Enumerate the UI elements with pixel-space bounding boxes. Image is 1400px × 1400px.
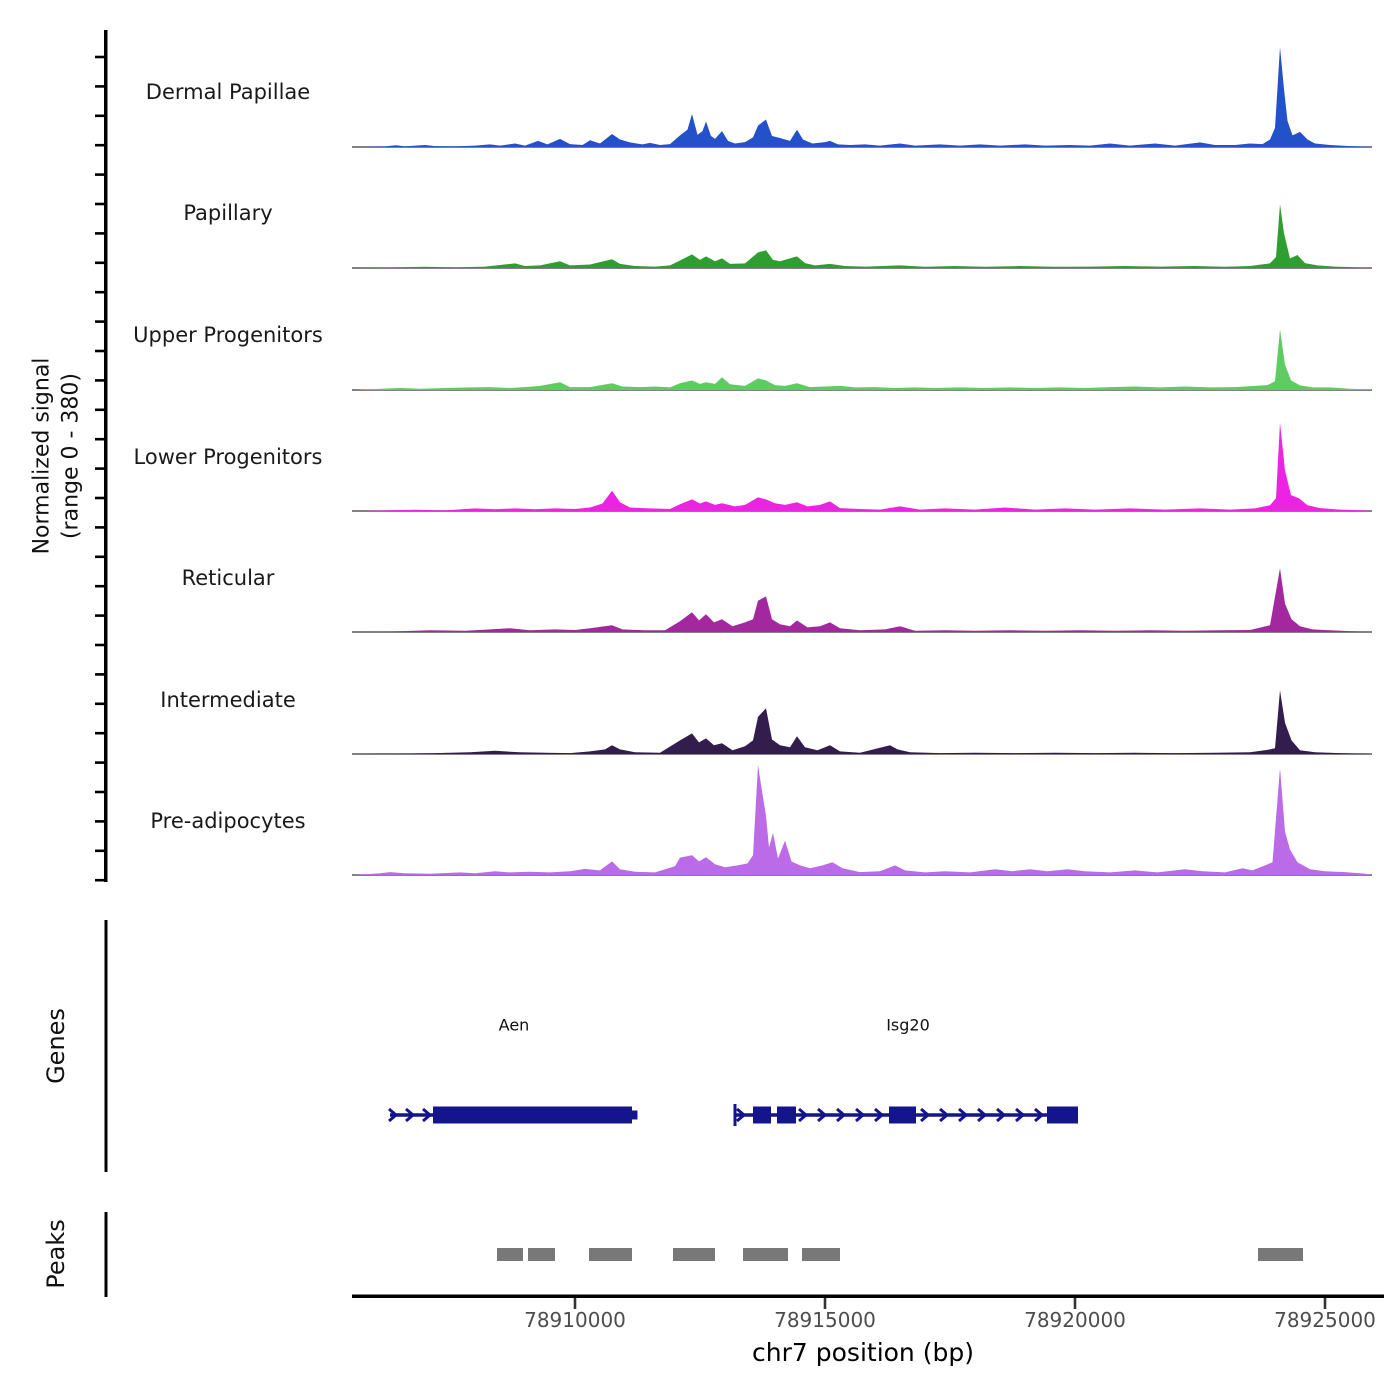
- track-label-pre-adipocytes: Pre-adipocytes: [150, 809, 306, 833]
- peak-region: [497, 1248, 523, 1261]
- gene-exon-isg20: [753, 1107, 771, 1124]
- signal-track-area-papillary: [352, 204, 1372, 268]
- peaks-axis-line: [105, 1212, 108, 1297]
- x-tick-label-78920000: 78920000: [1024, 1308, 1126, 1332]
- gene-name-isg20: Isg20: [886, 1015, 930, 1035]
- genes-section-label: Genes: [42, 1008, 70, 1084]
- track-label-dermal-papillae: Dermal Papillae: [145, 80, 311, 104]
- y-axis-title-line2: (range 0 - 380): [58, 372, 83, 540]
- gene-name-aen: Aen: [498, 1015, 530, 1035]
- x-tick-label-78925000: 78925000: [1274, 1308, 1376, 1332]
- track-label-reticular: Reticular: [181, 566, 275, 590]
- peak-region: [802, 1248, 840, 1261]
- signal-track-area-intermediate: [352, 690, 1372, 754]
- signal-track-area-reticular: [352, 568, 1372, 632]
- peak-region: [673, 1248, 715, 1261]
- track-label-papillary: Papillary: [183, 201, 273, 225]
- gene-utr-aen: [632, 1111, 638, 1120]
- gene-exon-isg20: [1047, 1107, 1078, 1124]
- signal-track-area-upper-progenitors: [352, 329, 1372, 390]
- x-tick-label-78910000: 78910000: [524, 1308, 626, 1332]
- x-tick-label-78915000: 78915000: [774, 1308, 876, 1332]
- genes-axis-line: [105, 920, 108, 1172]
- peak-region: [743, 1248, 788, 1261]
- signal-track-area-pre-adipocytes: [352, 765, 1372, 875]
- gene-exon-aen: [433, 1107, 632, 1124]
- track-label-upper-progenitors: Upper Progenitors: [133, 323, 323, 347]
- peak-region: [528, 1248, 555, 1261]
- signal-track-area-dermal-papillae: [352, 47, 1372, 147]
- peak-region: [589, 1248, 632, 1261]
- signal-track-area-lower-progenitors: [352, 423, 1372, 511]
- gene-exon-isg20: [889, 1107, 916, 1124]
- track-label-intermediate: Intermediate: [160, 688, 296, 712]
- y-axis-title-line1: Normalized signal: [29, 357, 55, 555]
- peak-region: [1258, 1248, 1303, 1261]
- track-label-lower-progenitors: Lower Progenitors: [133, 445, 323, 469]
- x-axis-title: chr7 position (bp): [752, 1338, 974, 1367]
- x-axis-line: [352, 1295, 1384, 1299]
- peaks-section-label: Peaks: [42, 1219, 70, 1289]
- gene-exon-isg20: [777, 1107, 796, 1124]
- y-axis-title: [28, 358, 85, 555]
